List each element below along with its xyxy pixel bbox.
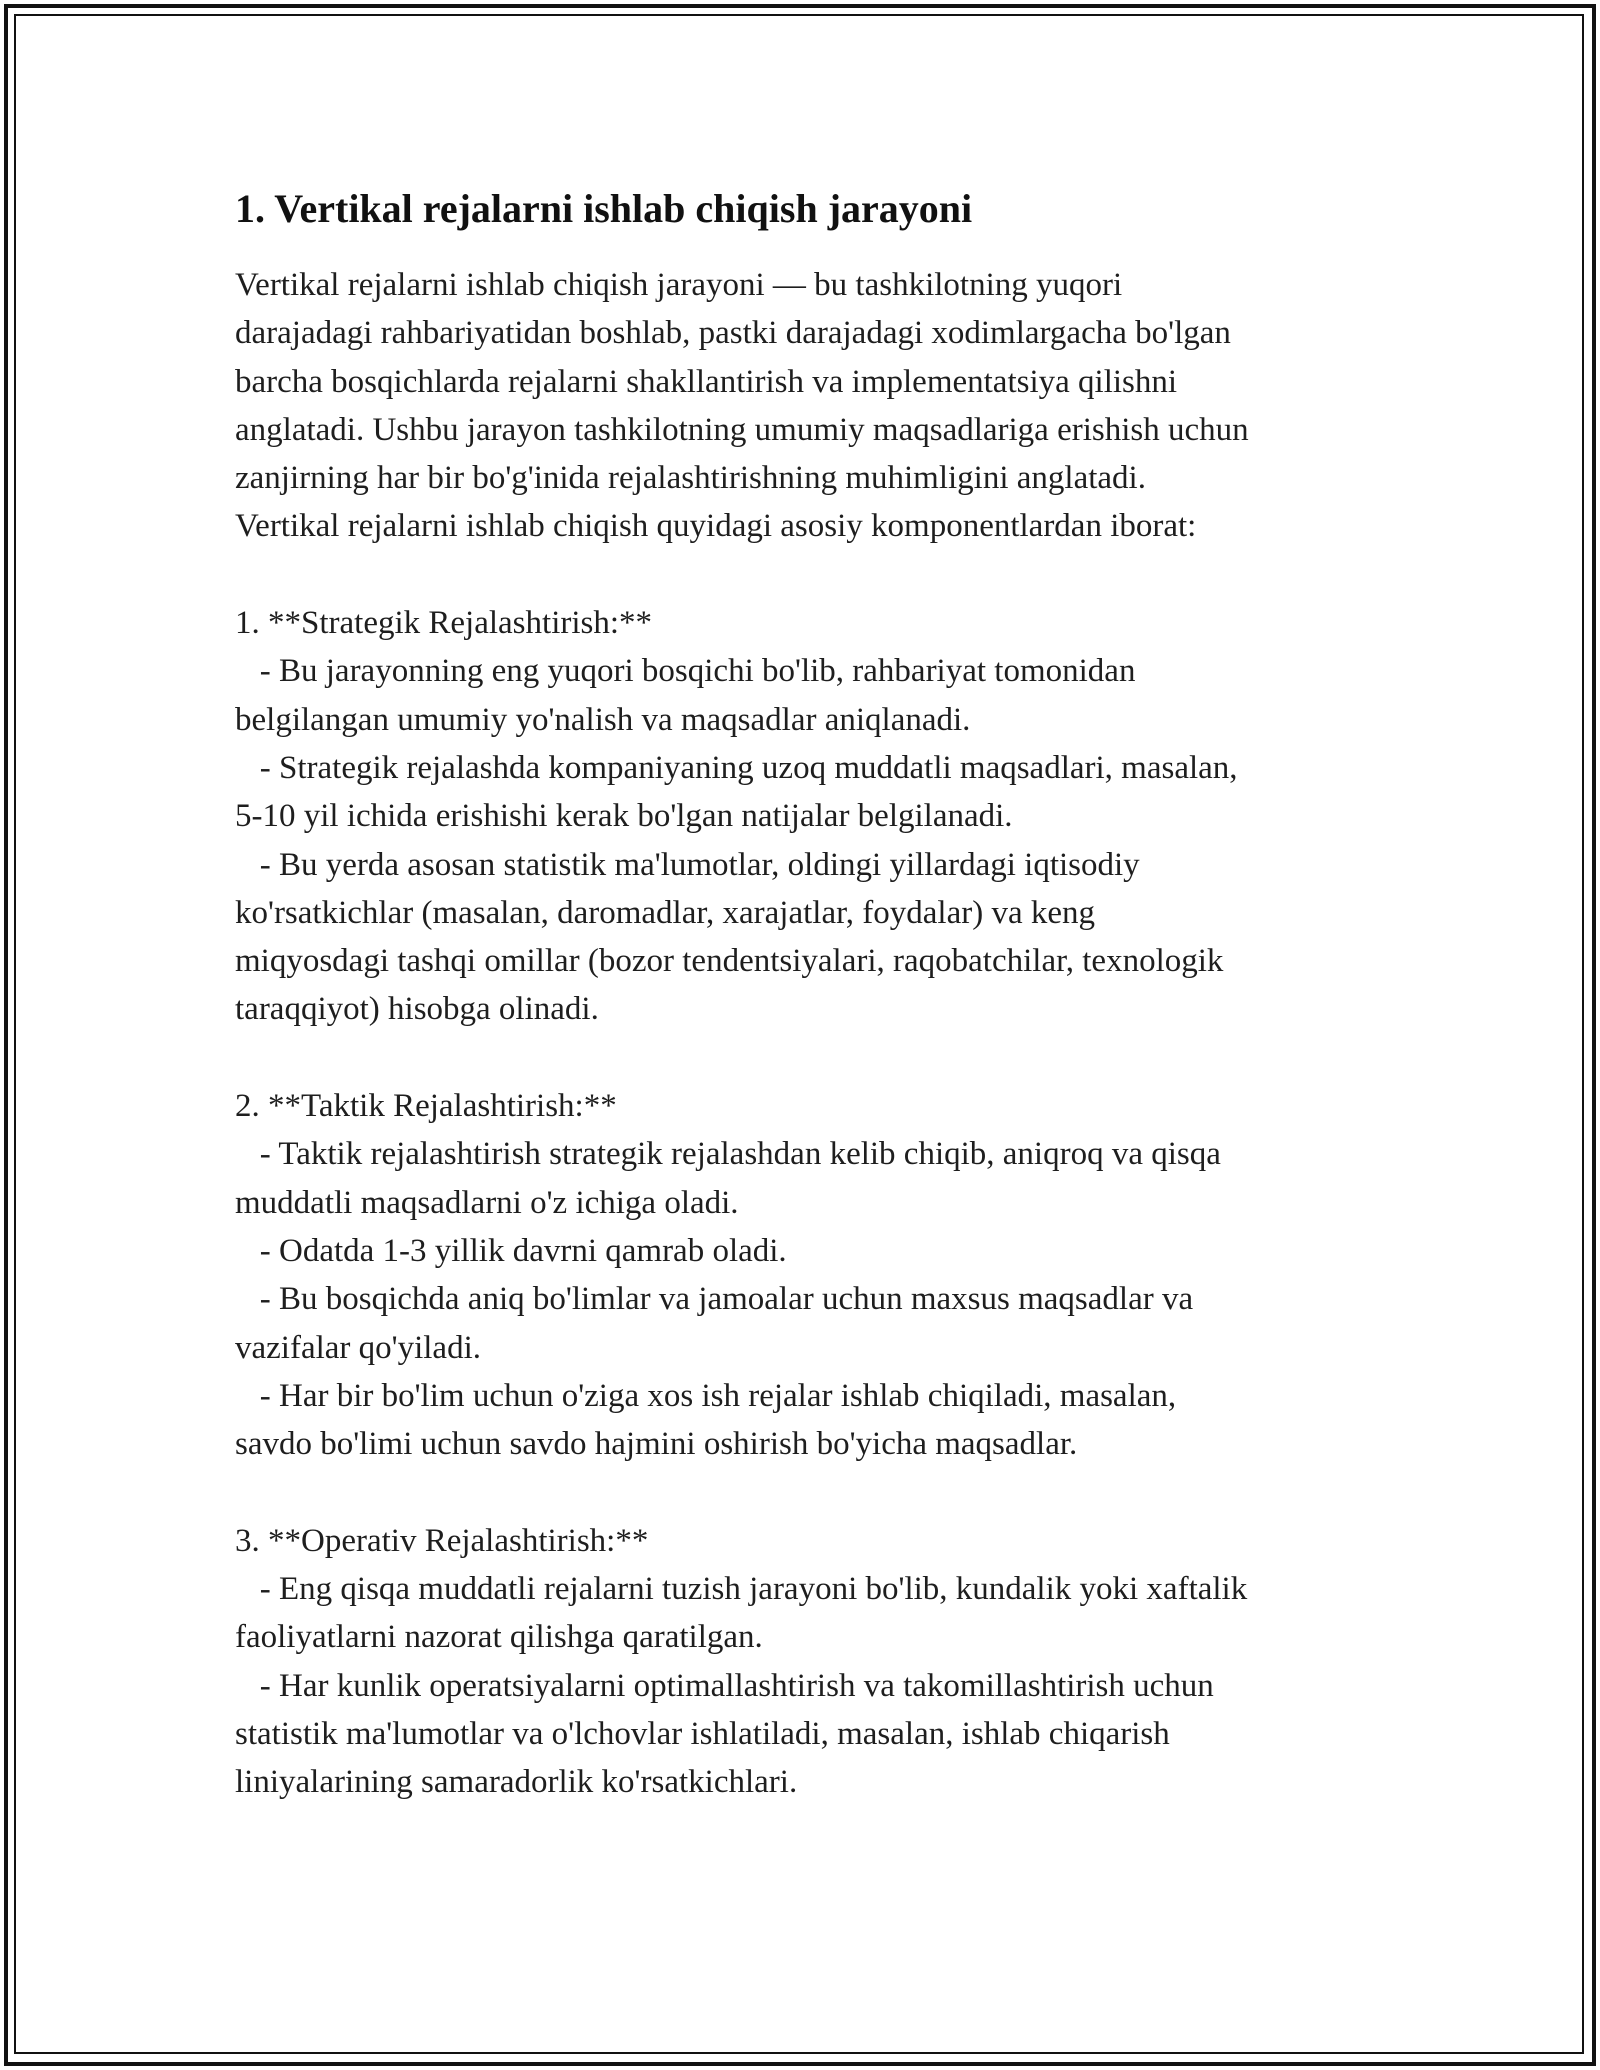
- section-heading: 1. **Strategik Rejalashtirish:**: [235, 605, 653, 642]
- text-line: - Odatda 1-3 yillik davrni qamrab oladi.: [235, 1232, 787, 1269]
- text-line: Vertikal rejalarni ishlab chiqish jarayoni — bu tashkilotning yuqori: [235, 267, 1123, 303]
- text-line: savdo bo'limi uchun savdo hajmini oshirish bo'yicha maqsadlar.: [235, 1426, 1078, 1463]
- text-line: - Taktik rejalashtirish strategik rejalashdan kelib chiqib, aniqroq va qisqa: [235, 1136, 1221, 1173]
- section-heading: 2. **Taktik Rejalashtirish:**: [235, 1088, 617, 1125]
- section-tactical-planning: [235, 1082, 1385, 1468]
- text-line: belgilangan umumiy yo'nalish va maqsadlar aniqlanadi.: [235, 701, 971, 738]
- paragraph-gap: [235, 551, 1385, 599]
- text-line: barcha bosqichlarda rejalarni shakllantirish va implementatsiya qilishni: [235, 363, 1178, 400]
- text-line: anglatadi. Ushbu jarayon tashkilotning umumiy maqsadlariga erishish uchun: [235, 411, 1249, 448]
- document-title: 1. Vertikal rejalarni ishlab chiqish jarayoni: [235, 186, 973, 231]
- text-line: vazifalar qo'yiladi.: [235, 1329, 482, 1366]
- text-line: ko'rsatkichlar (masalan, daromadlar, xarajatlar, foydalar) va keng: [235, 894, 1095, 931]
- text-line: Vertikal rejalarni ishlab chiqish quyidagi asosiy komponentlardan iborat:: [235, 508, 1197, 545]
- section-strategic-planning: [235, 599, 1385, 1034]
- text-line: liniyalarining samaradorlik ko'rsatkichlari.: [235, 1764, 798, 1801]
- intro-paragraph: [235, 261, 1385, 551]
- section-operational-planning: [235, 1517, 1385, 1807]
- text-line: darajadagi rahbariyatidan boshlab, pastki darajadagi xodimlargacha bo'lgan: [235, 315, 1231, 352]
- text-line: faoliyatlarni nazorat qilishga qaratilgan.: [235, 1619, 763, 1656]
- text-line: - Bu bosqichda aniq bo'limlar va jamoalar uchun maxsus maqsadlar va: [235, 1281, 1194, 1318]
- text-line: zanjirning har bir bo'g'inida rejalashtirishning muhimligini anglatadi.: [235, 460, 1146, 497]
- text-line: - Eng qisqa muddatli rejalarni tuzish jarayoni bo'lib, kundalik yoki xaftalik: [235, 1571, 1248, 1608]
- paragraph-gap: [235, 1034, 1385, 1082]
- text-line: - Bu jarayonning eng yuqori bosqichi bo'lib, rahbariyat tomonidan: [235, 653, 1136, 690]
- document-body: [235, 183, 1385, 1807]
- paragraph-gap: [235, 1468, 1385, 1516]
- text-line: - Har kunlik operatsiyalarni optimallashtirish va takomillashtirish uchun: [235, 1667, 1214, 1704]
- text-line: muddatli maqsadlarni o'z ichiga oladi.: [235, 1184, 739, 1221]
- section-heading: 3. **Operativ Rejalashtirish:**: [235, 1522, 649, 1559]
- text-line: - Har bir bo'lim uchun o'ziga xos ish rejalar ishlab chiqiladi, masalan,: [235, 1377, 1177, 1414]
- text-line: statistik ma'lumotlar va o'lchovlar ishlatiladi, masalan, ishlab chiqarish: [235, 1715, 1170, 1752]
- text-line: - Bu yerda asosan statistik ma'lumotlar, oldingi yillardagi iqtisodiy: [235, 846, 1140, 883]
- text-line: taraqqiyot) hisobga olinadi.: [235, 991, 599, 1028]
- text-line: miqyosdagi tashqi omillar (bozor tendentsiyalari, raqobatchilar, texnologik: [235, 943, 1224, 980]
- text-line: 5-10 yil ichida erishishi kerak bo'lgan natijalar belgilanadi.: [235, 798, 1013, 835]
- text-line: - Strategik rejalashda kompaniyaning uzoq muddatli maqsadlari, masalan,: [235, 749, 1238, 786]
